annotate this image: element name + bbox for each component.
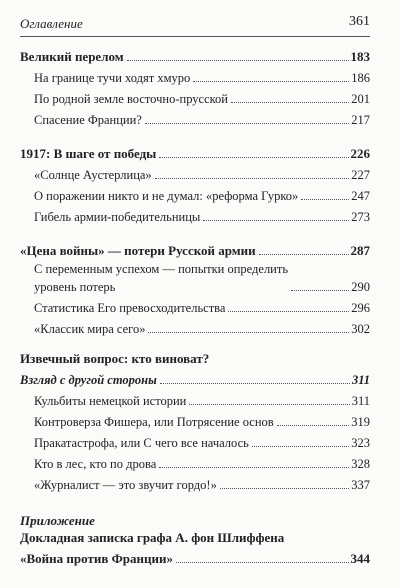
toc-entry-row[interactable] [20, 295, 370, 316]
header-section-title: Оглавление [20, 16, 83, 31]
toc-part-1 [20, 44, 370, 128]
toc-entry-row[interactable] [20, 388, 370, 409]
toc-page-number: 337 [351, 478, 370, 492]
toc-chapter-row[interactable] [20, 367, 370, 388]
toc-entry-title: На границе тучи ходят хмуро [34, 71, 191, 85]
toc-page-number: 287 [350, 243, 370, 258]
toc-entry-row[interactable] [20, 183, 370, 204]
toc-entry-title: «Классик мира сего» [34, 322, 146, 336]
running-header [20, 14, 370, 37]
leader-dots [193, 81, 349, 82]
toc-entry-row[interactable] [20, 451, 370, 472]
leader-dots [159, 467, 349, 468]
leader-dots [189, 404, 349, 405]
toc-entry-title: По родной земле восточно-прусской [34, 92, 229, 106]
toc-appendix [20, 512, 370, 567]
leader-dots [159, 157, 348, 158]
appendix-title-line2: «Война против Франции» [20, 551, 173, 566]
toc-page-number: 273 [351, 210, 370, 224]
toc-page-number: 217 [351, 113, 370, 127]
leader-dots [291, 290, 349, 291]
toc-entry-row[interactable] [20, 204, 370, 225]
leader-dots [145, 123, 349, 124]
table-of-contents [20, 44, 370, 580]
toc-page-number: 247 [351, 189, 370, 203]
leader-dots [155, 178, 350, 179]
leader-dots [259, 254, 349, 255]
toc-entry-title: «Солнце Аустерлица» [34, 168, 152, 182]
toc-entry-row[interactable] [20, 316, 370, 337]
toc-entry-title: Контроверза Фишера, или Потрясение основ [34, 415, 274, 429]
toc-entry-title: Кто в лес, кто по дрова [34, 457, 157, 471]
toc-page-number: 201 [351, 92, 370, 106]
toc-page-number: 183 [350, 49, 370, 64]
toc-part-2 [20, 141, 370, 225]
toc-part-4 [20, 350, 370, 493]
toc-chapter-title: 1917: В шаге от победы [20, 146, 157, 161]
toc-entry-row[interactable] [20, 86, 370, 107]
leader-dots [231, 102, 349, 103]
leader-dots [277, 425, 350, 426]
toc-entry-title: Спасение Франции? [34, 113, 142, 127]
leader-dots [252, 446, 349, 447]
toc-entry-title [34, 259, 288, 295]
toc-page-number: 226 [350, 146, 370, 161]
toc-chapter-title: Великий перелом [20, 49, 124, 64]
toc-entry-row[interactable] [20, 107, 370, 128]
toc-entry-title: Кульбиты немецкой истории [34, 394, 187, 408]
toc-page-number: 323 [351, 436, 370, 450]
toc-entry-title: О поражении никто и не думал: «реформа Гурко» [34, 189, 299, 203]
toc-chapter-title: «Цена войны» — потери Русской армии [20, 243, 256, 258]
toc-chapter-row[interactable] [20, 141, 370, 162]
toc-chapter-subtitle: Взгляд с другой стороны [20, 373, 157, 387]
leader-dots [160, 383, 350, 384]
toc-page-number: 319 [351, 415, 370, 429]
toc-page-number: 328 [351, 457, 370, 471]
toc-chapter-title: Извечный вопрос: кто виноват? [20, 351, 210, 366]
leader-dots [203, 220, 349, 221]
toc-page-number: 344 [350, 551, 370, 566]
toc-entry-title-line1: С переменным успехом — попытки определить [34, 262, 289, 276]
leader-dots [148, 332, 349, 333]
leader-dots [301, 199, 349, 200]
toc-entry-title: Гибель армии-победительницы [34, 210, 201, 224]
toc-appendix-row[interactable] [20, 546, 370, 567]
toc-entry-title-line2: уровень потерь [34, 280, 116, 294]
toc-chapter-row[interactable] [20, 44, 370, 65]
header-page-number: 361 [349, 14, 370, 29]
appendix-heading: Приложение [20, 513, 95, 528]
toc-entry-title: «Журналист — это звучит гордо!» [34, 478, 217, 492]
toc-entry-row[interactable] [20, 65, 370, 86]
toc-chapter-row[interactable] [20, 238, 370, 259]
appendix-title-line1: Докладная записка графа А. фон Шлиффена [20, 530, 285, 545]
toc-page-number: 290 [351, 280, 370, 294]
toc-entry-row[interactable] [20, 409, 370, 430]
toc-page-number: 296 [351, 301, 370, 315]
toc-entry-row[interactable] [20, 162, 370, 183]
toc-page-number: 302 [351, 322, 370, 336]
toc-page-number: 227 [351, 168, 370, 182]
leader-dots [176, 562, 349, 563]
toc-entry-row[interactable] [20, 430, 370, 451]
toc-entry-row[interactable] [20, 259, 370, 295]
toc-part-3 [20, 238, 370, 337]
leader-dots [228, 311, 349, 312]
leader-dots [220, 488, 349, 489]
toc-entry-title: Статистика Его превосходительства [34, 301, 226, 315]
leader-dots [127, 60, 349, 61]
toc-page-number: 186 [351, 71, 370, 85]
toc-entry-title: Пракатастрофа, или С чего все началось [34, 436, 249, 450]
toc-page-number: 311 [351, 373, 370, 387]
toc-page-number: 311 [351, 394, 370, 408]
toc-entry-row[interactable] [20, 472, 370, 493]
